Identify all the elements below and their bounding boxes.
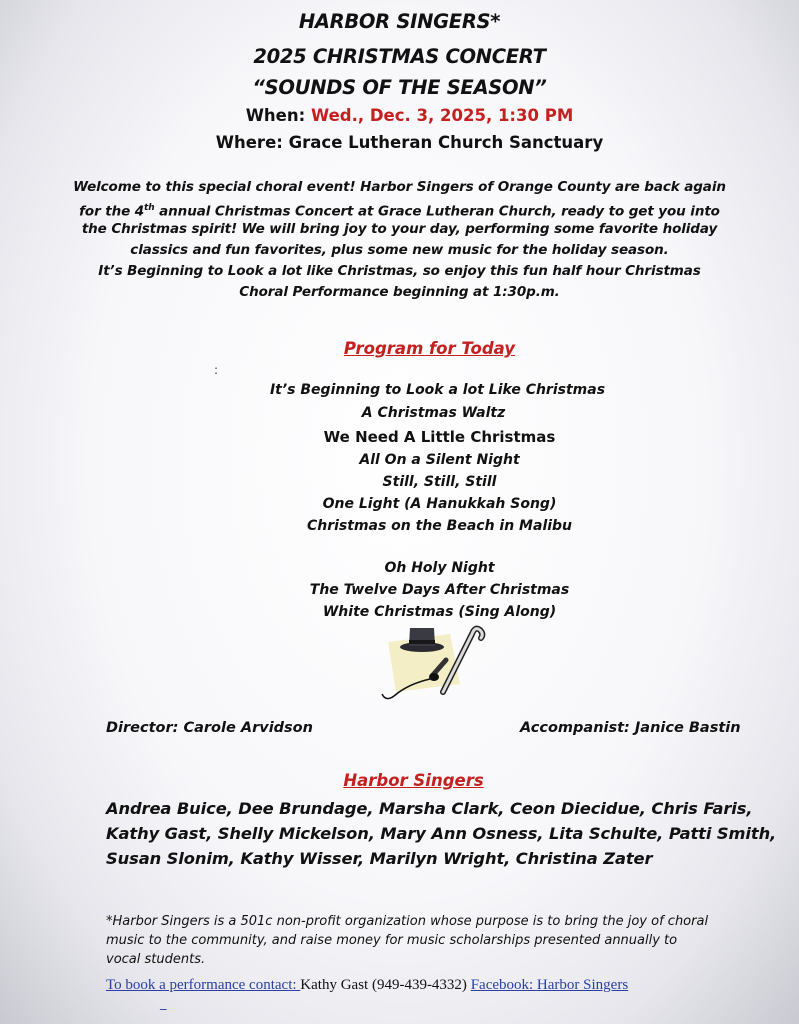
when-line <box>10 106 799 125</box>
welcome-line-2: for the 4th annual Christmas Concert at Grace Lutheran Church, ready to get you into <box>79 203 720 220</box>
footnote-line-3: vocal students. <box>106 952 206 967</box>
members-line-3: Susan Slonim, Kathy Wisser, Marilyn Wright, Christina Zater <box>106 849 653 868</box>
booking-link[interactable]: To book a performance contact: <box>106 977 301 993</box>
song-5: Still, Still, Still <box>382 474 497 490</box>
song-8: Oh Holy Night <box>384 560 495 576</box>
concert-title-line2: 2025 CHRISTMAS CONCERT <box>253 45 546 68</box>
song-3: We Need A Little Christmas <box>323 428 556 446</box>
song-6: One Light (A Hanukkah Song) <box>322 496 557 512</box>
song-9: The Twelve Days After Christmas <box>309 582 570 598</box>
members-line-1: Andrea Buice, Dee Brundage, Marsha Clark, Ceon Diecidue, Chris Faris, <box>106 799 753 818</box>
members-heading: Harbor Singers <box>343 771 484 790</box>
song-2: A Christmas Waltz <box>361 405 506 421</box>
stray-mark: : <box>214 363 219 377</box>
welcome-line-5: It’s Beginning to Look a lot like Christmas, so enjoy this fun half hour Christmas <box>98 263 701 279</box>
song-4: All On a Silent Night <box>359 452 520 468</box>
footnote-line-2: music to the community, and raise money for music scholarships presented annually to <box>106 933 678 948</box>
welcome-line-1: Welcome to this special choral event! Harbor Singers of Orange County are back again <box>73 179 726 195</box>
top-hat-cane-microphone-icon <box>380 622 490 710</box>
contact-info: Kathy Gast (949-439-4332) <box>300 977 471 993</box>
where-line: Where: Grace Lutheran Church Sanctuary <box>215 133 604 152</box>
members-line-2: Kathy Gast, Shelly Mickelson, Mary Ann Osness, Lita Schulte, Patti Smith, <box>106 824 777 843</box>
program-heading: Program for Today <box>343 339 516 358</box>
welcome-line-3: the Christmas spirit! We will bring joy to your day, performing some favorite holiday <box>81 221 718 237</box>
director-credit: Director: Carole Arvidson <box>106 720 313 736</box>
when-value: Wed., Dec. 3, 2025, 1:30 PM <box>310 106 574 125</box>
concert-title-line3: “SOUNDS OF THE SEASON” <box>252 76 547 99</box>
welcome-line-4: classics and fun favorites, plus some new music for the holiday season. <box>130 242 669 258</box>
when-label: When: <box>245 106 311 125</box>
song-1: It’s Beginning to Look a lot Like Christmas <box>269 382 606 398</box>
welcome-line-6: Choral Performance beginning at 1:30p.m. <box>239 284 560 300</box>
concert-title-line1: HARBOR SINGERS* <box>298 10 501 33</box>
accompanist-credit: Accompanist: Janice Bastin <box>520 720 741 736</box>
song-10: White Christmas (Sing Along) <box>322 604 557 620</box>
footnote-line-1: *Harbor Singers is a 501c non-profit organization whose purpose is to bring the joy of choral <box>106 914 709 929</box>
facebook-link[interactable]: Facebook: Harbor Singers <box>470 977 629 993</box>
contact-line <box>106 974 628 994</box>
trailing-mark: _ <box>160 996 167 1011</box>
song-7: Christmas on the Beach in Malibu <box>306 518 573 534</box>
